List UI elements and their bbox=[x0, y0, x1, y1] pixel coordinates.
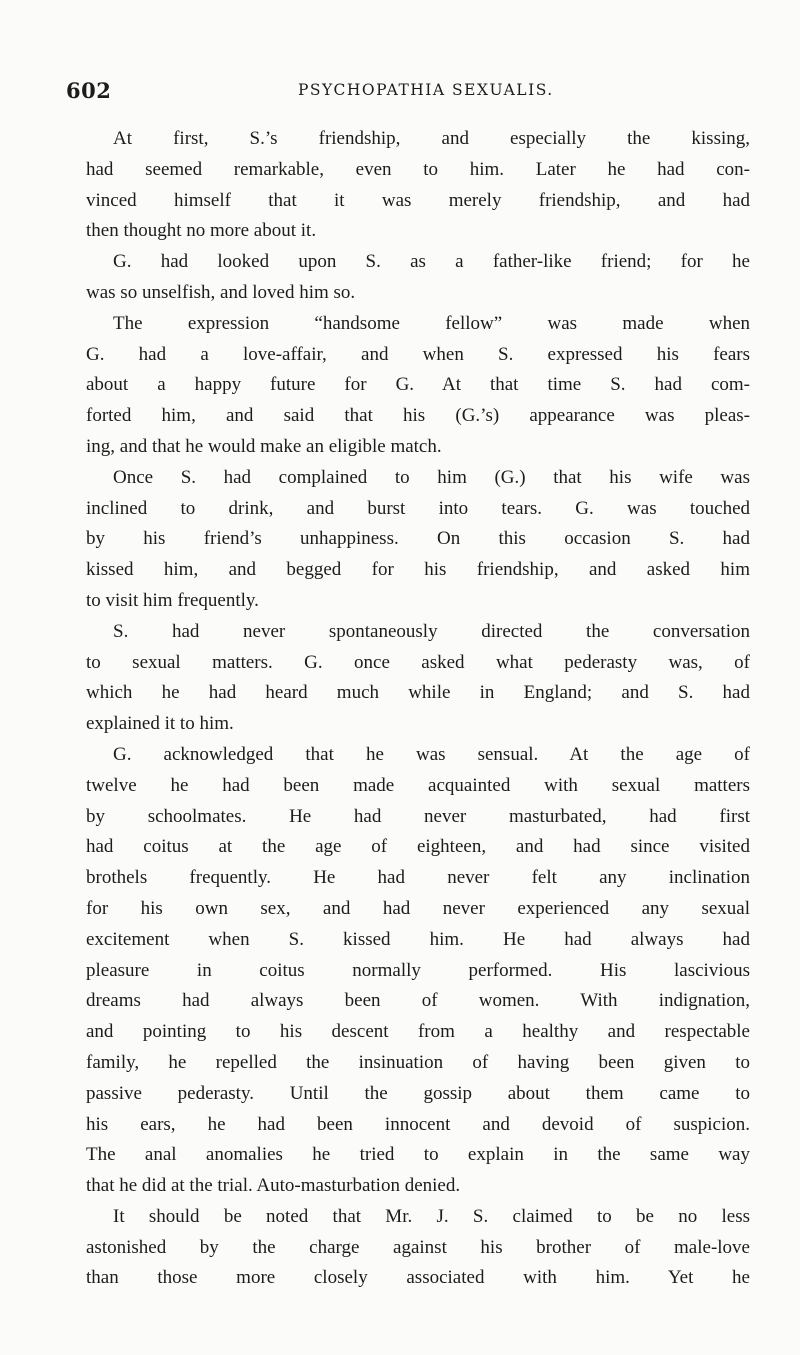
text-line: G. had looked upon S. as a father-like friend; for he bbox=[113, 251, 750, 273]
running-head bbox=[66, 78, 748, 108]
text-line: inclined to drink, and burst into tears. G. was touched bbox=[86, 497, 750, 519]
text-line: to sexual matters. G. once asked what pederasty was, of bbox=[86, 651, 750, 673]
text-line: had coitus at the age of eighteen, and had since visited bbox=[86, 836, 750, 858]
text-line: forted him, and said that his (G.’s) appearance was pleas- bbox=[86, 405, 750, 427]
text-line: pleasure in coitus normally performed. His lascivious bbox=[86, 959, 750, 981]
text-line: and pointing to his descent from a healthy and respectable bbox=[86, 1021, 750, 1043]
text-line: had seemed remarkable, even to him. Later he had con- bbox=[86, 158, 750, 180]
text-line: astonished by the charge against his brother of male-love bbox=[86, 1236, 750, 1258]
text-line: Once S. had complained to him (G.) that his wife was bbox=[113, 466, 750, 488]
text-line: dreams had always been of women. With indignation, bbox=[86, 990, 750, 1012]
text-line: by his friend’s unhappiness. On this occasion S. had bbox=[86, 528, 750, 550]
text-line: about a happy future for G. At that time S. had com- bbox=[86, 374, 750, 396]
text-line: vinced himself that it was merely friendship, and had bbox=[86, 189, 750, 211]
body-text bbox=[86, 124, 750, 1294]
text-line: twelve he had been made acquainted with sexual matters bbox=[86, 774, 750, 796]
text-line: The expression “handsome fellow” was made when bbox=[113, 312, 750, 334]
running-title: PSYCHOPATHIA SEXUALIS. bbox=[298, 81, 554, 99]
text-line: by schoolmates. He had never masturbated, had first bbox=[86, 805, 750, 827]
text-line: family, he repelled the insinuation of having been given to bbox=[86, 1051, 750, 1073]
text-line: than those more closely associated with him. Yet he bbox=[86, 1267, 750, 1289]
text-line: brothels frequently. He had never felt any inclination bbox=[86, 867, 750, 889]
text-line: The anal anomalies he tried to explain in the same way bbox=[86, 1144, 750, 1166]
text-line: G. had a love-affair, and when S. expressed his fears bbox=[86, 343, 750, 365]
text-line: then thought no more about it. bbox=[86, 220, 317, 242]
text-line: for his own sex, and had never experienced any sexual bbox=[86, 897, 750, 919]
text-line: passive pederasty. Until the gossip about them came to bbox=[86, 1082, 750, 1104]
text-line: ing, and that he would make an eligible match. bbox=[86, 435, 442, 457]
text-line: his ears, he had been innocent and devoid of suspicion. bbox=[86, 1113, 750, 1135]
text-line: S. had never spontaneously directed the conversation bbox=[113, 620, 750, 642]
page-number: 602 bbox=[66, 78, 112, 103]
text-line: kissed him, and begged for his friendship, and asked him bbox=[86, 559, 750, 581]
text-line: At first, S.’s friendship, and especially the kissing, bbox=[113, 128, 750, 149]
text-line: to visit him frequently. bbox=[86, 589, 259, 611]
text-line: that he did at the trial. Auto-masturbation denied. bbox=[86, 1175, 461, 1197]
text-line: G. acknowledged that he was sensual. At the age of bbox=[113, 743, 750, 765]
text-line: was so unselfish, and loved him so. bbox=[86, 281, 356, 303]
text-line: It should be noted that Mr. J. S. claimed to be no less bbox=[113, 1205, 750, 1227]
text-line: excitement when S. kissed him. He had always had bbox=[86, 928, 750, 950]
text-line: explained it to him. bbox=[86, 713, 234, 735]
text-line: which he had heard much while in England; and S. had bbox=[86, 682, 750, 704]
